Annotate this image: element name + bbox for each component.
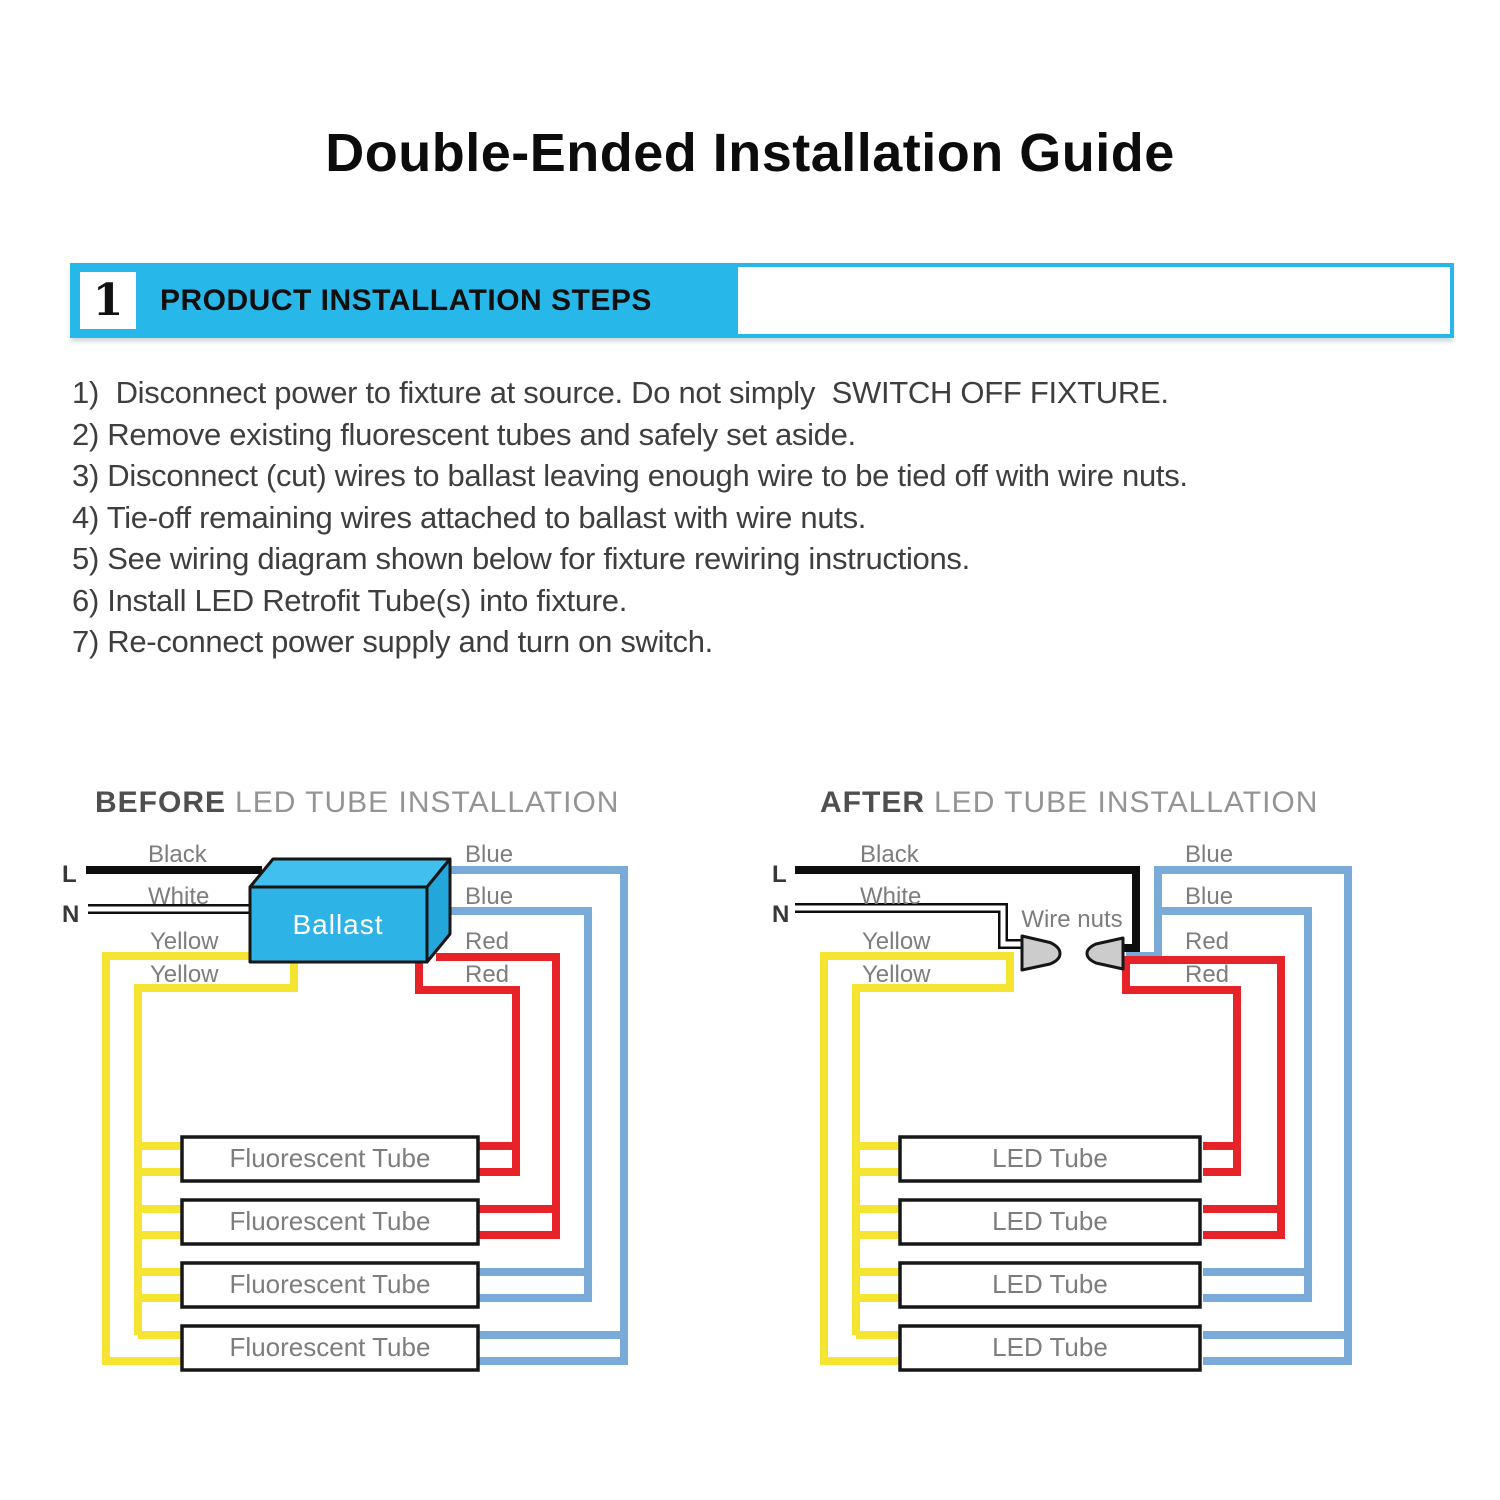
step-5: 5) See wiring diagram shown below for fixture rewiring instructions.: [72, 541, 970, 576]
wire-red-outer: [436, 957, 556, 1235]
wire-nut-left: [1022, 936, 1060, 970]
wire-red-outer: [1120, 960, 1281, 1235]
before-diagram-title: BEFORE LED TUBE INSTALLATION: [95, 786, 620, 819]
page-title: Double-Ended Installation Guide: [325, 123, 1175, 183]
red-wire-label-top: Red: [465, 928, 510, 955]
yellow-wire-label-bottom: Yellow: [150, 961, 219, 988]
tube-4-label: Fluorescent Tube: [229, 1332, 431, 1362]
step-4: 4) Tie-off remaining wires attached to ballast with wire nuts.: [72, 499, 867, 535]
step-3: 3) Disconnect (cut) wires to ballast leaving enough wire to be tied off with wire nuts.: [72, 458, 1188, 493]
yellow-wire-label-top: Yellow: [862, 928, 931, 955]
before-wiring-diagram: [0, 770, 700, 1410]
wire-yellow-stubs: [856, 1146, 903, 1335]
line-terminal-label: L: [772, 861, 787, 888]
tube-3-label: Fluorescent Tube: [229, 1269, 431, 1299]
red-wire-label-top: Red: [1185, 928, 1230, 955]
wire-nut-right: [1087, 938, 1123, 969]
ballast-label: Ballast: [292, 909, 384, 940]
blue-wire-label-bottom: Blue: [465, 883, 514, 910]
yellow-wire-label-top: Yellow: [150, 928, 219, 955]
tube-2-label: LED Tube: [992, 1206, 1108, 1236]
neutral-terminal-label: N: [772, 901, 790, 928]
after-wiring-diagram: [760, 770, 1460, 1410]
section-number: 1: [92, 275, 124, 326]
tube-2-label: Fluorescent Tube: [229, 1206, 431, 1236]
tube-3-label: LED Tube: [992, 1269, 1108, 1299]
step-6: 6) Install LED Retrofit Tube(s) into fixture.: [72, 582, 628, 618]
blue-wire-label-top: Blue: [465, 841, 514, 868]
red-wire-label-bottom: Red: [1185, 961, 1230, 988]
yellow-wire-label-bottom: Yellow: [862, 961, 931, 988]
blue-wire-label-top: Blue: [1185, 841, 1234, 868]
line-terminal-label: L: [62, 861, 77, 888]
white-wire-label: White: [148, 883, 210, 910]
after-diagram-title: AFTER LED TUBE INSTALLATION: [820, 786, 1319, 819]
tube-4-label: LED Tube: [992, 1332, 1108, 1362]
neutral-terminal-label: N: [62, 901, 80, 928]
wire-nuts-label: Wire nuts: [1021, 906, 1123, 933]
section-number-box: [80, 272, 136, 329]
white-wire-label: White: [860, 883, 922, 910]
black-wire-label: Black: [860, 841, 919, 868]
installation-steps-list: [72, 372, 1188, 663]
black-wire-label: Black: [148, 841, 207, 868]
step-2: 2) Remove existing fluorescent tubes and safely set aside.: [72, 416, 856, 452]
step-7: 7) Re-connect power supply and turn on switch.: [72, 624, 713, 659]
ballast-top-face: [250, 859, 450, 887]
red-wire-label-bottom: Red: [465, 961, 510, 988]
tube-1-label: LED Tube: [992, 1143, 1108, 1173]
blue-wire-label-bottom: Blue: [1185, 883, 1234, 910]
section-heading: PRODUCT INSTALLATION STEPS: [160, 283, 652, 317]
tube-1-label: Fluorescent Tube: [229, 1143, 431, 1173]
step-1: 1) Disconnect power to fixture at source. Do not simply SWITCH OFF FIXTURE.: [72, 375, 1169, 410]
banner-highlight: [74, 267, 738, 334]
section-banner: [70, 263, 1454, 338]
